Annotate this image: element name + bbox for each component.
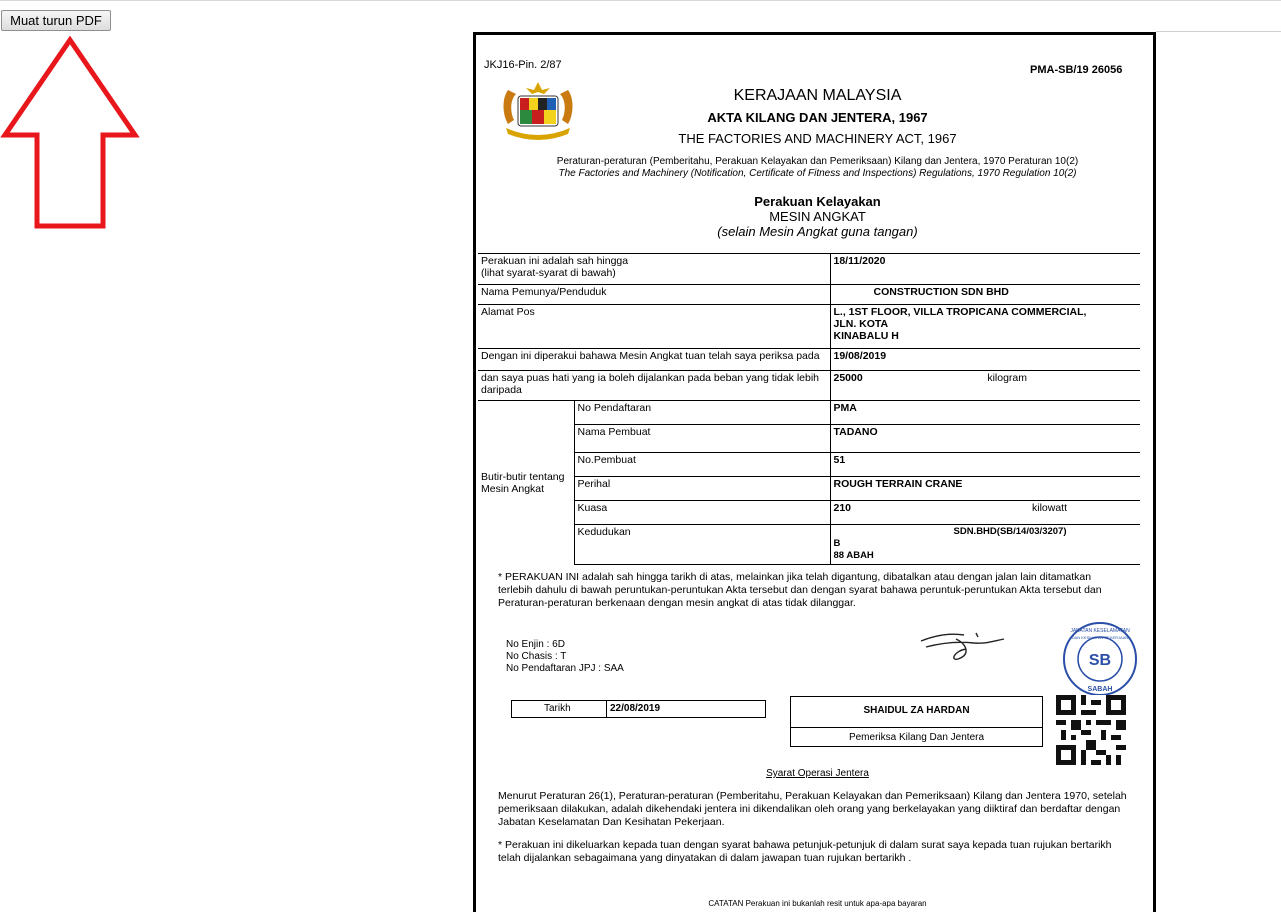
- table-row: [478, 525, 1140, 565]
- reg-no-value: PMA: [830, 401, 1140, 425]
- certificate-table: [478, 253, 1140, 565]
- regulation-english: The Factories and Machinery (Notification, Certificate of Fitness and Inspections) Regulations, 1970 Regulation 10(2): [558, 168, 1077, 179]
- stamp-top-text: JABATAN KESELAMATAN: [1070, 628, 1130, 634]
- maker-value: TADANO: [830, 425, 1140, 453]
- location-label: Kedudukan: [574, 525, 830, 565]
- document-subtitle: MESIN ANGKAT: [769, 209, 866, 224]
- footer-note: CATATAN Perakuan ini bukanlah resit untuk apa-apa bayaran: [708, 899, 927, 908]
- viewer-divider: [1156, 31, 1281, 32]
- regulation-malay: Peraturan-peraturan (Pemberitahu, Perakuan Kelayakan dan Pemeriksaan) Kilang dan Jentera, 1970 Peraturan 10(2): [556, 156, 1079, 167]
- table-row: [478, 453, 1140, 477]
- owner-value: CONSTRUCTION SDN BHD: [873, 286, 1009, 298]
- stamp-center-text: SB: [1088, 652, 1112, 669]
- qr-code-icon: [1056, 695, 1126, 765]
- up-arrow-icon: [0, 36, 140, 231]
- type-label: Perihal: [574, 477, 830, 501]
- conditions-text: Menurut Peraturan 26(1), Peraturan-peraturan (Pemberitahu, Perakuan Kelayakan dan Pemeriksaan) Kilang dan Jentera 1970, setelah pemeriksaan dilakukan, adalah dikehendaki jentera ini dikendalikan oleh orang yang berkelayakan yang diiktiraf dan berdaftar dengan Jabatan Keselamatan Dan Kesihatan Pekerjaan.: [498, 790, 1127, 828]
- certificate-document: [473, 32, 1156, 912]
- load-label: dan saya puas hati yang ia boleh dijalankan pada beban yang tidak lebih daripada: [478, 371, 830, 401]
- inspector-divider: [791, 727, 1042, 728]
- reference-number: PMA-SB/19 26056: [1030, 64, 1123, 76]
- inspector-box: [790, 696, 1043, 747]
- valid-label-line1: Perakuan ini adalah sah hingga: [481, 255, 629, 267]
- document-title: Perakuan Kelayakan: [754, 194, 881, 209]
- inspected-label: Dengan ini diperakui bahawa Mesin Angkat tuan telah saya periksa pada: [478, 349, 830, 371]
- inspector-name: SHAIDUL ZA HARDAN: [863, 705, 970, 716]
- power-value: 210: [833, 502, 852, 514]
- table-row: [478, 425, 1140, 453]
- chassis-number: No Chasis : T: [506, 651, 567, 662]
- official-stamp-icon: [1061, 620, 1139, 698]
- country-heading: KERAJAAN MALAYSIA: [733, 87, 902, 104]
- engine-number: No Enjin : 6D: [506, 639, 565, 650]
- location-line3: 88 ABAH: [833, 550, 874, 561]
- table-row: [478, 477, 1140, 501]
- load-value: 25000: [833, 372, 863, 384]
- valid-label-line2: (lihat syarat-syarat di bawah): [481, 267, 616, 279]
- table-row: [478, 501, 1140, 525]
- top-divider: [0, 0, 1281, 1]
- address-line2: JLN. KOTA: [833, 318, 889, 330]
- date-divider: [606, 701, 607, 717]
- power-label: Kuasa: [574, 501, 830, 525]
- location-line1: SDN.BHD(SB/14/03/3207): [953, 526, 1067, 537]
- act-english: THE FACTORIES AND MACHINERY ACT, 1967: [678, 131, 957, 146]
- date-value: 22/08/2019: [610, 703, 661, 714]
- power-unit: kilowatt: [1031, 502, 1067, 514]
- validity-note: * PERAKUAN INI adalah sah hingga tarikh di atas, melainkan jika telah digantung, dibatalkan atau dengan jalan lain ditamatkan terlebih dahulu di bawah peruntukan-peruntukan Akta tersebut dan dengan syarat bahawa peruntuk-peruntukan Akta tersebut dan Peraturan-peraturan berkenaan dengan mesin angkat di atas tidak dilanggar.: [498, 571, 1102, 609]
- date-label: Tarikh: [544, 703, 571, 714]
- stamp-mid-text: DAN KESIHATAN PEKERJAAN: [1071, 635, 1129, 640]
- conditions-note: * Perakuan ini dikeluarkan kepada tuan dengan syarat bahawa petunjuk-petunjuk di dalam surat saya kepada tuan rujukan bertarikh telah dijalankan sebagaimana yang dinyatakan di dalam jawapan tuan rujukan bertarikh .: [498, 839, 1112, 864]
- table-row: [478, 285, 1140, 305]
- stamp-bottom-text: SABAH: [1087, 686, 1113, 693]
- signature-icon: [916, 625, 1011, 665]
- serial-value: 51: [830, 453, 1140, 477]
- document-note: (selain Mesin Angkat guna tangan): [717, 224, 918, 239]
- table-row: [478, 349, 1140, 371]
- reg-no-label: No Pendaftaran: [574, 401, 830, 425]
- owner-label: Nama Pemunya/Penduduk: [478, 285, 830, 305]
- address-line3: KINABALU H: [833, 330, 899, 342]
- inspector-title: Pemeriksa Kilang Dan Jentera: [848, 732, 985, 743]
- jpj-number: No Pendaftaran JPJ : SAA: [506, 663, 624, 674]
- table-row: [478, 305, 1140, 349]
- load-unit: kilogram: [987, 372, 1027, 384]
- table-row: [478, 254, 1140, 285]
- location-line2: B: [833, 538, 841, 549]
- date-box: [511, 700, 766, 718]
- download-pdf-button[interactable]: Muat turun PDF: [1, 10, 111, 31]
- type-value: ROUGH TERRAIN CRANE: [830, 477, 1140, 501]
- valid-until-value: 18/11/2020: [830, 254, 1140, 285]
- address-line1: L., 1ST FLOOR, VILLA TROPICANA COMMERCIAL,: [833, 306, 1087, 318]
- act-malay: AKTA KILANG DAN JENTERA, 1967: [707, 110, 928, 125]
- table-row: [478, 401, 1140, 425]
- vehicle-identifiers: [506, 639, 624, 675]
- machine-details-label: Butir-butir tentang Mesin Angkat: [478, 401, 574, 565]
- form-code: JKJ16-Pin. 2/87: [484, 59, 562, 71]
- table-row: [478, 371, 1140, 401]
- conditions-title: Syarat Operasi Jentera: [766, 768, 869, 779]
- address-label: Alamat Pos: [478, 305, 830, 349]
- maker-label: Nama Pembuat: [574, 425, 830, 453]
- inspected-date-value: 19/08/2019: [830, 349, 1140, 371]
- serial-label: No.Pembuat: [574, 453, 830, 477]
